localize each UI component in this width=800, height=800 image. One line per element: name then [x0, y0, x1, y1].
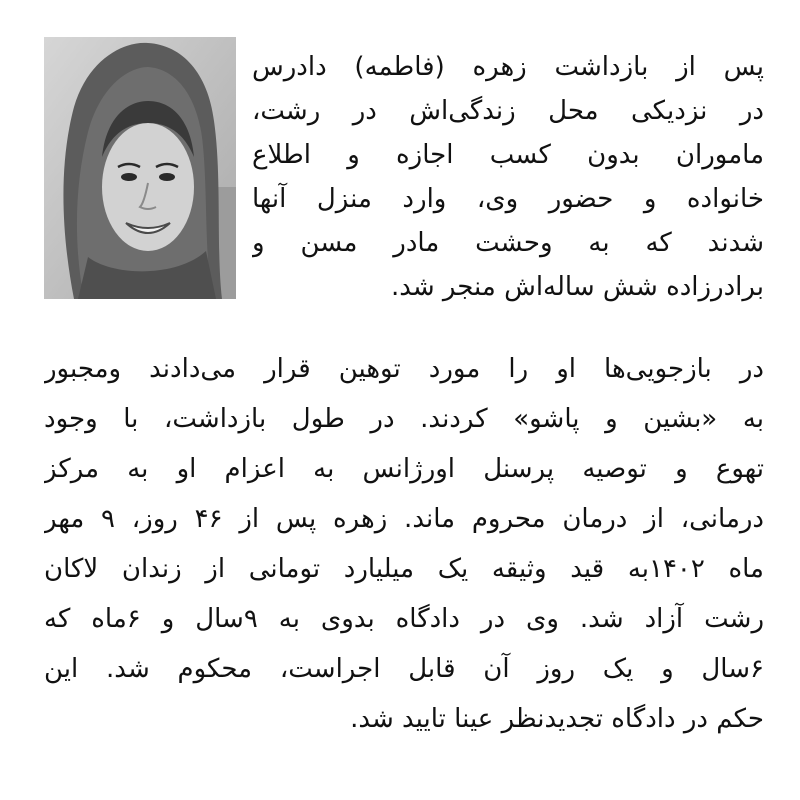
paragraph-1-line-1: پس از بازداشت زهره (فاطمه) دادرس — [252, 52, 764, 82]
paragraph-2-line-8: حکم در دادگاه تجدیدنظر عینا تایید شد. — [350, 704, 764, 734]
paragraph-1-line-4: خانواده و حضور وی، وارد منزل آنها — [252, 184, 764, 214]
paragraph-2-line-4: درمانی، از درمان محروم ماند. زهره پس از ۴۶ روز، ۹ مهر — [44, 504, 764, 534]
paragraph-1-line-2: در نزدیکی محل زندگی‌اش در رشت، — [252, 96, 764, 126]
portrait-photo — [44, 37, 236, 299]
paragraph-2-line-7: ۶سال و یک روز آن قابل اجراست، محکوم شد. این — [44, 654, 764, 684]
paragraph-1-line-3: ماموران بدون کسب اجازه و اطلاع — [252, 140, 764, 170]
paragraph-1-line-6: برادرزاده شش ساله‌اش منجر شد. — [390, 272, 764, 302]
paragraph-2-line-2: به «بشین و پاشو» کردند. در طول بازداشت، با وجود — [44, 404, 764, 434]
paragraph-2-line-3: تهوع و توصیه پرسنل اورژانس به اعزام او به مرکز — [44, 454, 764, 484]
paragraph-2-line-1: در بازجویی‌ها او را مورد توهین قرار می‌دادند ومجبور — [44, 354, 764, 384]
paragraph-2-line-5: ماه ۱۴۰۲به قید وثیقه یک میلیارد تومانی از زندان لاکان — [44, 554, 764, 584]
paragraph-2-line-6: رشت آزاد شد. وی در دادگاه بدوی به ۹سال و ۶ماه که — [44, 604, 764, 634]
paragraph-1-line-5: شدند که به وحشت مادر مسن و — [252, 228, 764, 258]
woman-portrait-icon — [44, 37, 236, 299]
